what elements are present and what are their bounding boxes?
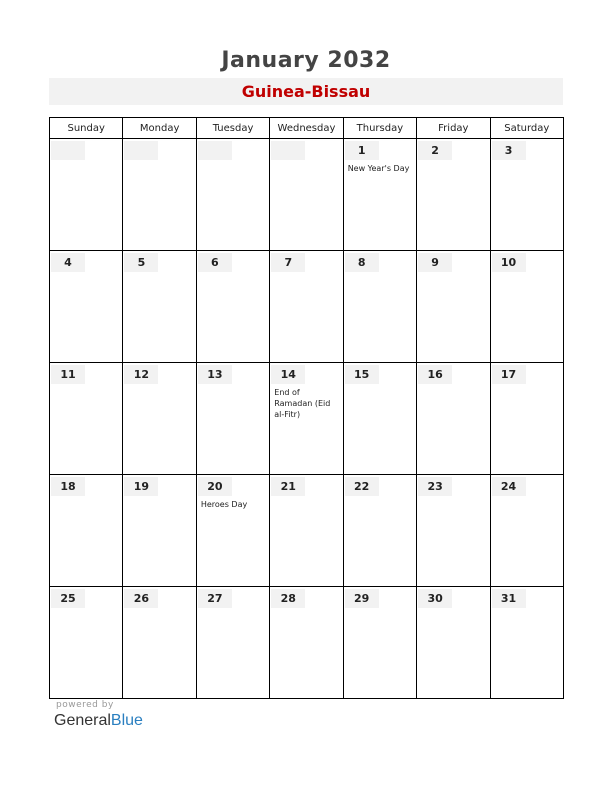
- day-number: 7: [271, 253, 305, 272]
- day-cell: [417, 475, 490, 587]
- day-number: 8: [345, 253, 379, 272]
- day-cell: [490, 475, 563, 587]
- day-number: 17: [492, 365, 526, 384]
- day-number: 16: [418, 365, 452, 384]
- day-cell: [50, 475, 123, 587]
- day-cell: [417, 251, 490, 363]
- day-number: 28: [271, 589, 305, 608]
- day-cell: [196, 475, 269, 587]
- day-cell: [343, 475, 416, 587]
- day-number: 4: [51, 253, 85, 272]
- day-number: 25: [51, 589, 85, 608]
- day-cell: [50, 587, 123, 699]
- day-number: 21: [271, 477, 305, 496]
- week-row: [50, 251, 564, 363]
- day-cell: [343, 363, 416, 475]
- weekday-header-row: [50, 118, 564, 139]
- day-cell: [196, 251, 269, 363]
- day-cell: [270, 251, 343, 363]
- holiday-label: New Year's Day: [347, 164, 410, 173]
- day-cell: [123, 587, 196, 699]
- day-cell: [490, 587, 563, 699]
- day-number: [271, 141, 305, 160]
- day-number: 27: [198, 589, 232, 608]
- day-cell: [50, 139, 123, 251]
- day-number: 20: [198, 477, 232, 496]
- day-number: [198, 141, 232, 160]
- week-row: [50, 587, 564, 699]
- holiday-label: Heroes Day: [200, 500, 248, 509]
- day-cell: [123, 251, 196, 363]
- day-number: 12: [124, 365, 158, 384]
- weekday-header: Wednesday: [270, 118, 343, 139]
- day-number: 9: [418, 253, 452, 272]
- day-number: 3: [492, 141, 526, 160]
- day-cell: [50, 251, 123, 363]
- day-number: [51, 141, 85, 160]
- day-cell: [270, 139, 343, 251]
- day-number: 22: [345, 477, 379, 496]
- day-cell: [343, 587, 416, 699]
- week-row: [50, 139, 564, 251]
- day-number: 31: [492, 589, 526, 608]
- day-cell: [123, 475, 196, 587]
- day-number: 18: [51, 477, 85, 496]
- day-cell: [270, 587, 343, 699]
- day-number: 6: [198, 253, 232, 272]
- day-cell: [50, 363, 123, 475]
- day-cell: [123, 139, 196, 251]
- day-number: 26: [124, 589, 158, 608]
- weekday-header: Friday: [417, 118, 490, 139]
- generalblue-logo[interactable]: [54, 712, 143, 730]
- day-number: 11: [51, 365, 85, 384]
- weekday-header: Saturday: [490, 118, 563, 139]
- day-cell: [343, 251, 416, 363]
- day-cell: [196, 587, 269, 699]
- week-row: [50, 363, 564, 475]
- day-cell: [343, 139, 416, 251]
- day-cell: [490, 139, 563, 251]
- day-number: 14: [271, 365, 305, 384]
- day-number: 1: [345, 141, 379, 160]
- day-number: 19: [124, 477, 158, 496]
- day-number: 30: [418, 589, 452, 608]
- weekday-header: Monday: [123, 118, 196, 139]
- day-number: 23: [418, 477, 452, 496]
- weekday-header: Thursday: [343, 118, 416, 139]
- day-cell: [417, 139, 490, 251]
- day-number: 15: [345, 365, 379, 384]
- powered-by-label: powered by: [56, 700, 114, 710]
- day-number: 13: [198, 365, 232, 384]
- day-cell: [196, 139, 269, 251]
- day-number: [124, 141, 158, 160]
- day-number: 29: [345, 589, 379, 608]
- day-cell: [123, 363, 196, 475]
- week-row: [50, 475, 564, 587]
- day-cell: [270, 475, 343, 587]
- day-number: 5: [124, 253, 158, 272]
- weekday-header: Tuesday: [196, 118, 269, 139]
- day-cell: [417, 363, 490, 475]
- day-cell: [196, 363, 269, 475]
- holiday-label: End of Ramadan (Eid al-Fitr): [274, 388, 331, 419]
- day-cell: [490, 363, 563, 475]
- brand-general-text: General: [54, 712, 111, 729]
- calendar-title: January 2032: [221, 48, 391, 73]
- country-name: Guinea-Bissau: [49, 78, 563, 105]
- day-cell: [490, 251, 563, 363]
- day-cell: [417, 587, 490, 699]
- calendar-grid: [49, 117, 564, 699]
- weekday-header: Sunday: [50, 118, 123, 139]
- day-number: 2: [418, 141, 452, 160]
- day-cell: [270, 363, 343, 475]
- day-number: 24: [492, 477, 526, 496]
- brand-blue-text: Blue: [110, 712, 143, 729]
- day-number: 10: [492, 253, 526, 272]
